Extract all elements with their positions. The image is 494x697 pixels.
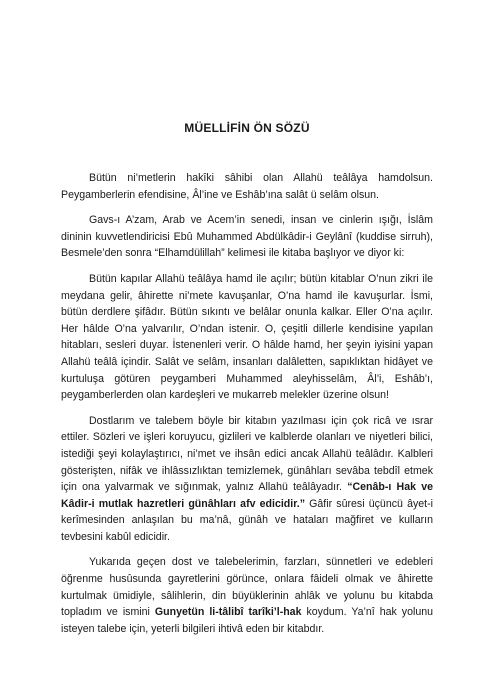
paragraph-2-text: Gavs-ı A’zam, Arab ve Acem’in senedi, insan ve cinlerin ışığı, İslâm dininin kuvvetlendiricisi Ebû Muhammed Abdülkâdir-i Geylânî (kuddise sirruh), Besmele’den sonra “Elhamdülillah” kelimesi ile kitaba başlıyor ve diyor ki:	[61, 214, 433, 260]
paragraph-1	[61, 170, 433, 203]
paragraph-4	[61, 413, 433, 546]
page-title: MÜELLİFİN ÖN SÖZÜ	[184, 121, 310, 135]
paragraph-4-text-end: Gâfir sûresi üçüncü âyet-i kerîmesinden anlaşılan bu ma’nâ, günâh ve hataları mağfiret ve kulların tevbesini kabûl edicidir.	[61, 497, 433, 543]
quote-emphasis: “Cenâb-ı Hak ve Kâdir-i mutlak hazretleri günâhları afv edicidir.”	[61, 481, 434, 510]
paragraph-3-text: Bütün kapılar Allahü teâlâya hamd ile açılır; bütün kitablar O’nun zikri ile meydana gelir, âhirette ni’mete kavuşanlar, O’na hamd ile kavuşurlar. İsmi, bütün derdlere şifâdır. Bütün sıkıntı ve belâlar onunla kalkar. Eller O’na açılır. Her hâlde O’na yalvarılır, O’ndan istenir. O, çeşitli dillerle kendisine yapılan hitabları, sesleri duyar. İstenenleri verir. O hâlde hamd, her şeyin iyisini yapan Allahü teâlâ içindir. Salât ve selâm, insanları dalâletten, sapıklıktan hidâyet ve kurtuluşa götüren peygamberi Muhammed aleyhisselâm, Âl’i, Eshâb’ı, peygamberlerden olan kardeşleri ve mukarreb melekler üzerine olsun!	[61, 272, 433, 402]
document-body	[61, 170, 433, 646]
paragraph-5	[61, 554, 433, 637]
paragraph-2	[61, 212, 433, 262]
paragraph-5-text-end: koydum. Ya’nî hak yolunu isteyen talebe için, yeterli bilgileri ihtivâ eden bir kitabdır.	[61, 606, 433, 635]
paragraph-4-text: Dostlarım ve talebem böyle bir kitabın yazılması için çok ricâ ve ısrar ettiler. Sözleri ve işleri koruyucu, gizlileri ve kalblerde olanları ve niyetleri bilici, istediği şeyi kolaylaştırıcı, ni’met ve ihsân edici ancak Allahü teâlâdır. Kalbleri gösterişten, nifâk ve ihlâssızlıktan temizlemek, günâhları sevâba tebdîl etmek için ona yalvarmak ve sığınmak, yalnız Allahü teâlâyadır.	[61, 414, 433, 494]
paragraph-5-text: Yukarıda geçen dost ve talebelerimin, farzları, sünnetleri ve edebleri öğrenme husûsunda gayretlerini görünce, onlara fâideli olmak ve âhirette kurtulmak ümidiyle, sâlihlerin, din büyüklerinin ahlâk ve yolunu bu kitabda topladım ve ismini	[61, 556, 433, 619]
paragraph-3	[61, 271, 433, 404]
paragraph-1-text: Bütün ni’metlerin hakîki sâhibi olan Allahü teâlâya hamdolsun. Peygamberlerin efendisine, Âl’ine ve Eshâb’ına salât ü selâm olsun.	[61, 172, 433, 201]
book-title-emphasis: Gunyetün li-tâlibî tarîki’l-hak	[154, 606, 302, 619]
